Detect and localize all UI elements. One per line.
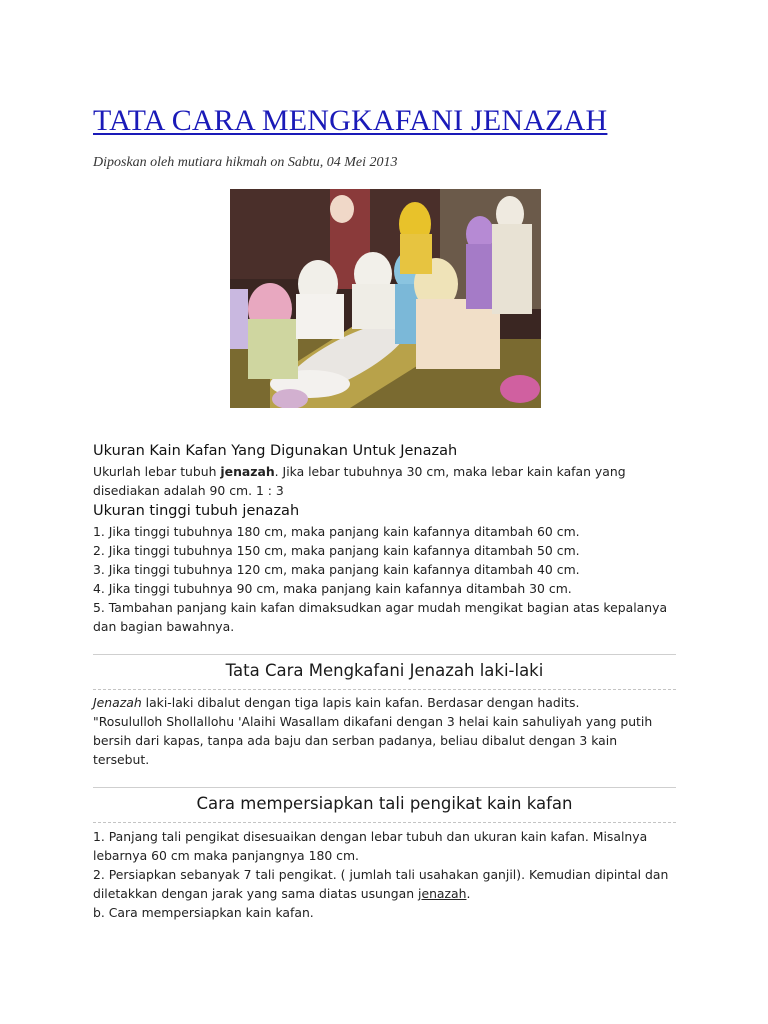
paragraph-tali-pengikat [93,827,683,922]
article-photo [230,189,541,408]
paragraph-line: bersih dari kapas, tanpa ada baju dan serban padanya, beliau dibalut dengan 3 kain [93,733,618,748]
paragraph-line: b. Cara mempersiapkan kain kafan. [93,905,314,920]
article-byline: Diposkan oleh mutiara hikmah on Sabtu, 04 Mei 2013 [93,155,398,170]
paragraph-line: Jenazah laki-laki dibalut dengan tiga lapis kain kafan. Berdasar dengan hadits. [93,695,580,710]
list-item: 1. Jika tinggi tubuhnya 180 cm, maka panjang kain kafannya ditambah 60 cm. [93,524,580,539]
paragraph-laki-laki [93,693,683,769]
paragraph-line: Ukurlah lebar tubuh jenazah. Jika lebar tubuhnya 30 cm, maka lebar kain kafan yang [93,464,626,479]
paragraph-line: tersebut. [93,752,150,767]
paragraph-line: "Rosululloh Shollallohu 'Alaihi Wasallam dikafani dengan 3 helai kain sahuliyah yang putih [93,714,653,729]
paragraph-line: lebarnya 60 cm maka panjangnya 180 cm. [93,848,359,863]
section-dash-divider [93,822,676,823]
section-divider [93,787,676,788]
list-item: dan bagian bawahnya. [93,619,235,634]
paragraph-line: disediakan adalah 90 cm. 1 : 3 [93,483,284,498]
paragraph-line: 2. Persiapkan sebanyak 7 tali pengikat. ( jumlah tali usahakan ganjil). Kemudian dipintal dan [93,867,669,882]
subheading-ukuran-tinggi: Ukuran tinggi tubuh jenazah [93,503,300,519]
paragraph-ukuran-lebar [93,462,683,500]
section-divider [93,654,676,655]
list-ukuran-tinggi [93,522,683,636]
paragraph-line: 1. Panjang tali pengikat disesuaikan dengan lebar tubuh dan ukuran kain kafan. Misalnya [93,829,648,844]
section-heading-ukuran-kain: Ukuran Kain Kafan Yang Digunakan Untuk Jenazah [93,443,458,459]
article-title[interactable]: TATA CARA MENGKAFANI JENAZAH [93,104,608,137]
photo-illustration [230,189,541,408]
jenazah-link[interactable]: jenazah [418,886,467,901]
list-item: 4. Jika tinggi tubuhnya 90 cm, maka panjang kain kafannya ditambah 30 cm. [93,581,572,596]
list-item: 5. Tambahan panjang kain kafan dimaksudkan agar mudah mengikat bagian atas kepalanya [93,600,668,615]
paragraph-line: diletakkan dengan jarak yang sama diatas usungan jenazah. [93,886,471,901]
section-title-laki-laki: Tata Cara Mengkafani Jenazah laki-laki [225,661,544,680]
list-item: 3. Jika tinggi tubuhnya 120 cm, maka panjang kain kafannya ditambah 40 cm. [93,562,580,577]
section-title-tali-pengikat: Cara mempersiapkan tali pengikat kain kafan [196,794,573,813]
section-dash-divider [93,689,676,690]
list-item: 2. Jika tinggi tubuhnya 150 cm, maka panjang kain kafannya ditambah 50 cm. [93,543,580,558]
